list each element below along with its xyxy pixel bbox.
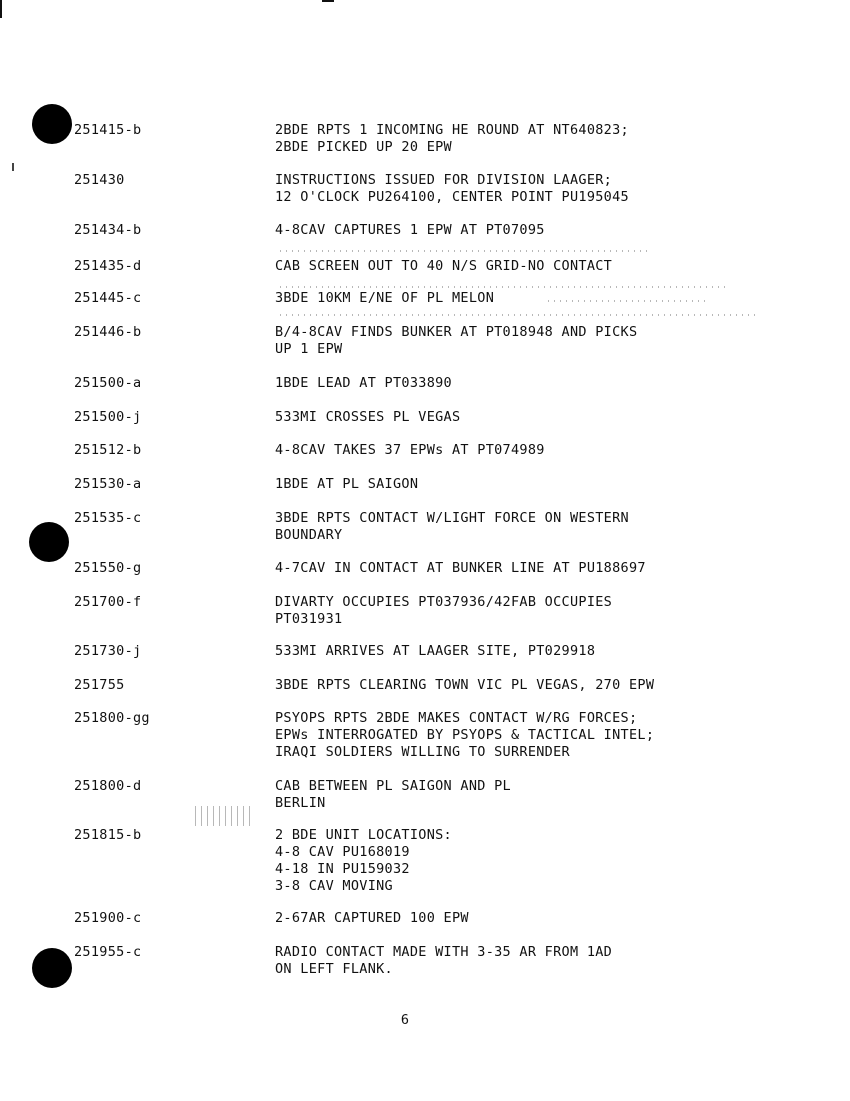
entry-line: 3BDE RPTS CONTACT W/LIGHT FORCE ON WESTERN	[275, 510, 629, 526]
entry-line: ON LEFT FLANK.	[275, 961, 393, 977]
entry-time: 251800-d	[74, 778, 142, 794]
entry-text	[275, 710, 745, 761]
top-edge-mark	[322, 0, 334, 2]
margin-tick	[12, 163, 14, 171]
entry-line: 2BDE PICKED UP 20 EPW	[275, 139, 452, 155]
entry-text	[275, 442, 745, 459]
left-edge-mark	[0, 0, 2, 18]
entry-line: 1BDE AT PL SAIGON	[275, 476, 419, 492]
entry-line: 4-8 CAV PU168019	[275, 844, 410, 860]
entry-line: INSTRUCTIONS ISSUED FOR DIVISION LAAGER;	[275, 172, 613, 188]
entry-text	[275, 510, 745, 544]
entry-text	[275, 476, 745, 493]
entry-line: 533MI CROSSES PL VEGAS	[275, 409, 461, 425]
page-number: 6	[400, 1012, 410, 1028]
scan-noise	[280, 286, 730, 288]
entry-line: UP 1 EPW	[275, 341, 343, 357]
entry-line: 3BDE 10KM E/NE OF PL MELON	[275, 290, 495, 306]
entry-line: EPWs INTERROGATED BY PSYOPS & TACTICAL INTEL;	[275, 727, 655, 743]
entry-line: 4-18 IN PU159032	[275, 861, 410, 877]
entry-line: 4-8CAV TAKES 37 EPWs AT PT074989	[275, 442, 545, 458]
entry-text	[275, 778, 745, 812]
entry-text	[275, 324, 745, 358]
entry-line: PSYOPS RPTS 2BDE MAKES CONTACT W/RG FORCES;	[275, 710, 638, 726]
entry-time: 251550-g	[74, 560, 142, 576]
entry-time: 251755	[74, 677, 125, 693]
entry-line: 2-67AR CAPTURED 100 EPW	[275, 910, 469, 926]
entry-time: 251434-b	[74, 222, 142, 238]
entry-line: RADIO CONTACT MADE WITH 3-35 AR FROM 1AD	[275, 944, 613, 960]
entry-time: 251446-b	[74, 324, 142, 340]
entry-text	[275, 258, 745, 275]
scan-noise	[280, 250, 650, 252]
entry-text	[275, 944, 745, 978]
entry-line: 12 O'CLOCK PU264100, CENTER POINT PU195045	[275, 189, 629, 205]
entry-line: BOUNDARY	[275, 527, 343, 543]
entry-line: 4-8CAV CAPTURES 1 EPW AT PT07095	[275, 222, 545, 238]
entry-line: DIVARTY OCCUPIES PT037936/42FAB OCCUPIES	[275, 594, 613, 610]
entry-time: 251800-gg	[74, 710, 150, 726]
entry-line: 3-8 CAV MOVING	[275, 878, 393, 894]
entry-time: 251955-c	[74, 944, 142, 960]
entry-text	[275, 677, 745, 694]
entry-text	[275, 409, 745, 426]
entry-time: 251415-b	[74, 122, 142, 138]
entry-line: 533MI ARRIVES AT LAAGER SITE, PT029918	[275, 643, 596, 659]
entry-text	[275, 290, 745, 307]
entry-time: 251500-a	[74, 375, 142, 391]
punch-hole-middle	[29, 522, 69, 562]
entry-time: 251900-c	[74, 910, 142, 926]
entry-text	[275, 594, 745, 628]
entry-time: 251815-b	[74, 827, 142, 843]
entry-time: 251700-f	[74, 594, 142, 610]
entry-line: BERLIN	[275, 795, 326, 811]
entry-text	[275, 375, 745, 392]
entry-time: 251730-j	[74, 643, 142, 659]
entry-text	[275, 827, 745, 895]
entry-time: 251445-c	[74, 290, 142, 306]
entry-text	[275, 122, 745, 156]
entry-line: CAB SCREEN OUT TO 40 N/S GRID-NO CONTACT	[275, 258, 613, 274]
entry-line: B/4-8CAV FINDS BUNKER AT PT018948 AND PICKS	[275, 324, 638, 340]
entry-text	[275, 643, 745, 660]
entry-text	[275, 560, 745, 577]
entry-line: 1BDE LEAD AT PT033890	[275, 375, 452, 391]
entry-time: 251530-a	[74, 476, 142, 492]
entry-time: 251535-c	[74, 510, 142, 526]
entry-line: IRAQI SOLDIERS WILLING TO SURRENDER	[275, 744, 570, 760]
entry-time: 251512-b	[74, 442, 142, 458]
entry-line: 3BDE RPTS CLEARING TOWN VIC PL VEGAS, 270 EPW	[275, 677, 655, 693]
entry-time: 251430	[74, 172, 125, 188]
entry-time: 251500-j	[74, 409, 142, 425]
punch-hole-top	[32, 104, 72, 144]
entry-text	[275, 172, 745, 206]
entry-line: CAB BETWEEN PL SAIGON AND PL	[275, 778, 511, 794]
entry-text	[275, 910, 745, 927]
punch-hole-bottom	[32, 948, 72, 988]
scan-noise	[195, 806, 250, 826]
entry-time: 251435-d	[74, 258, 142, 274]
entry-line: 2BDE RPTS 1 INCOMING HE ROUND AT NT640823;	[275, 122, 629, 138]
entry-line: 2 BDE UNIT LOCATIONS:	[275, 827, 452, 843]
scan-noise	[280, 314, 760, 316]
entry-line: 4-7CAV IN CONTACT AT BUNKER LINE AT PU188697	[275, 560, 646, 576]
entry-line: PT031931	[275, 611, 343, 627]
entry-text	[275, 222, 745, 239]
